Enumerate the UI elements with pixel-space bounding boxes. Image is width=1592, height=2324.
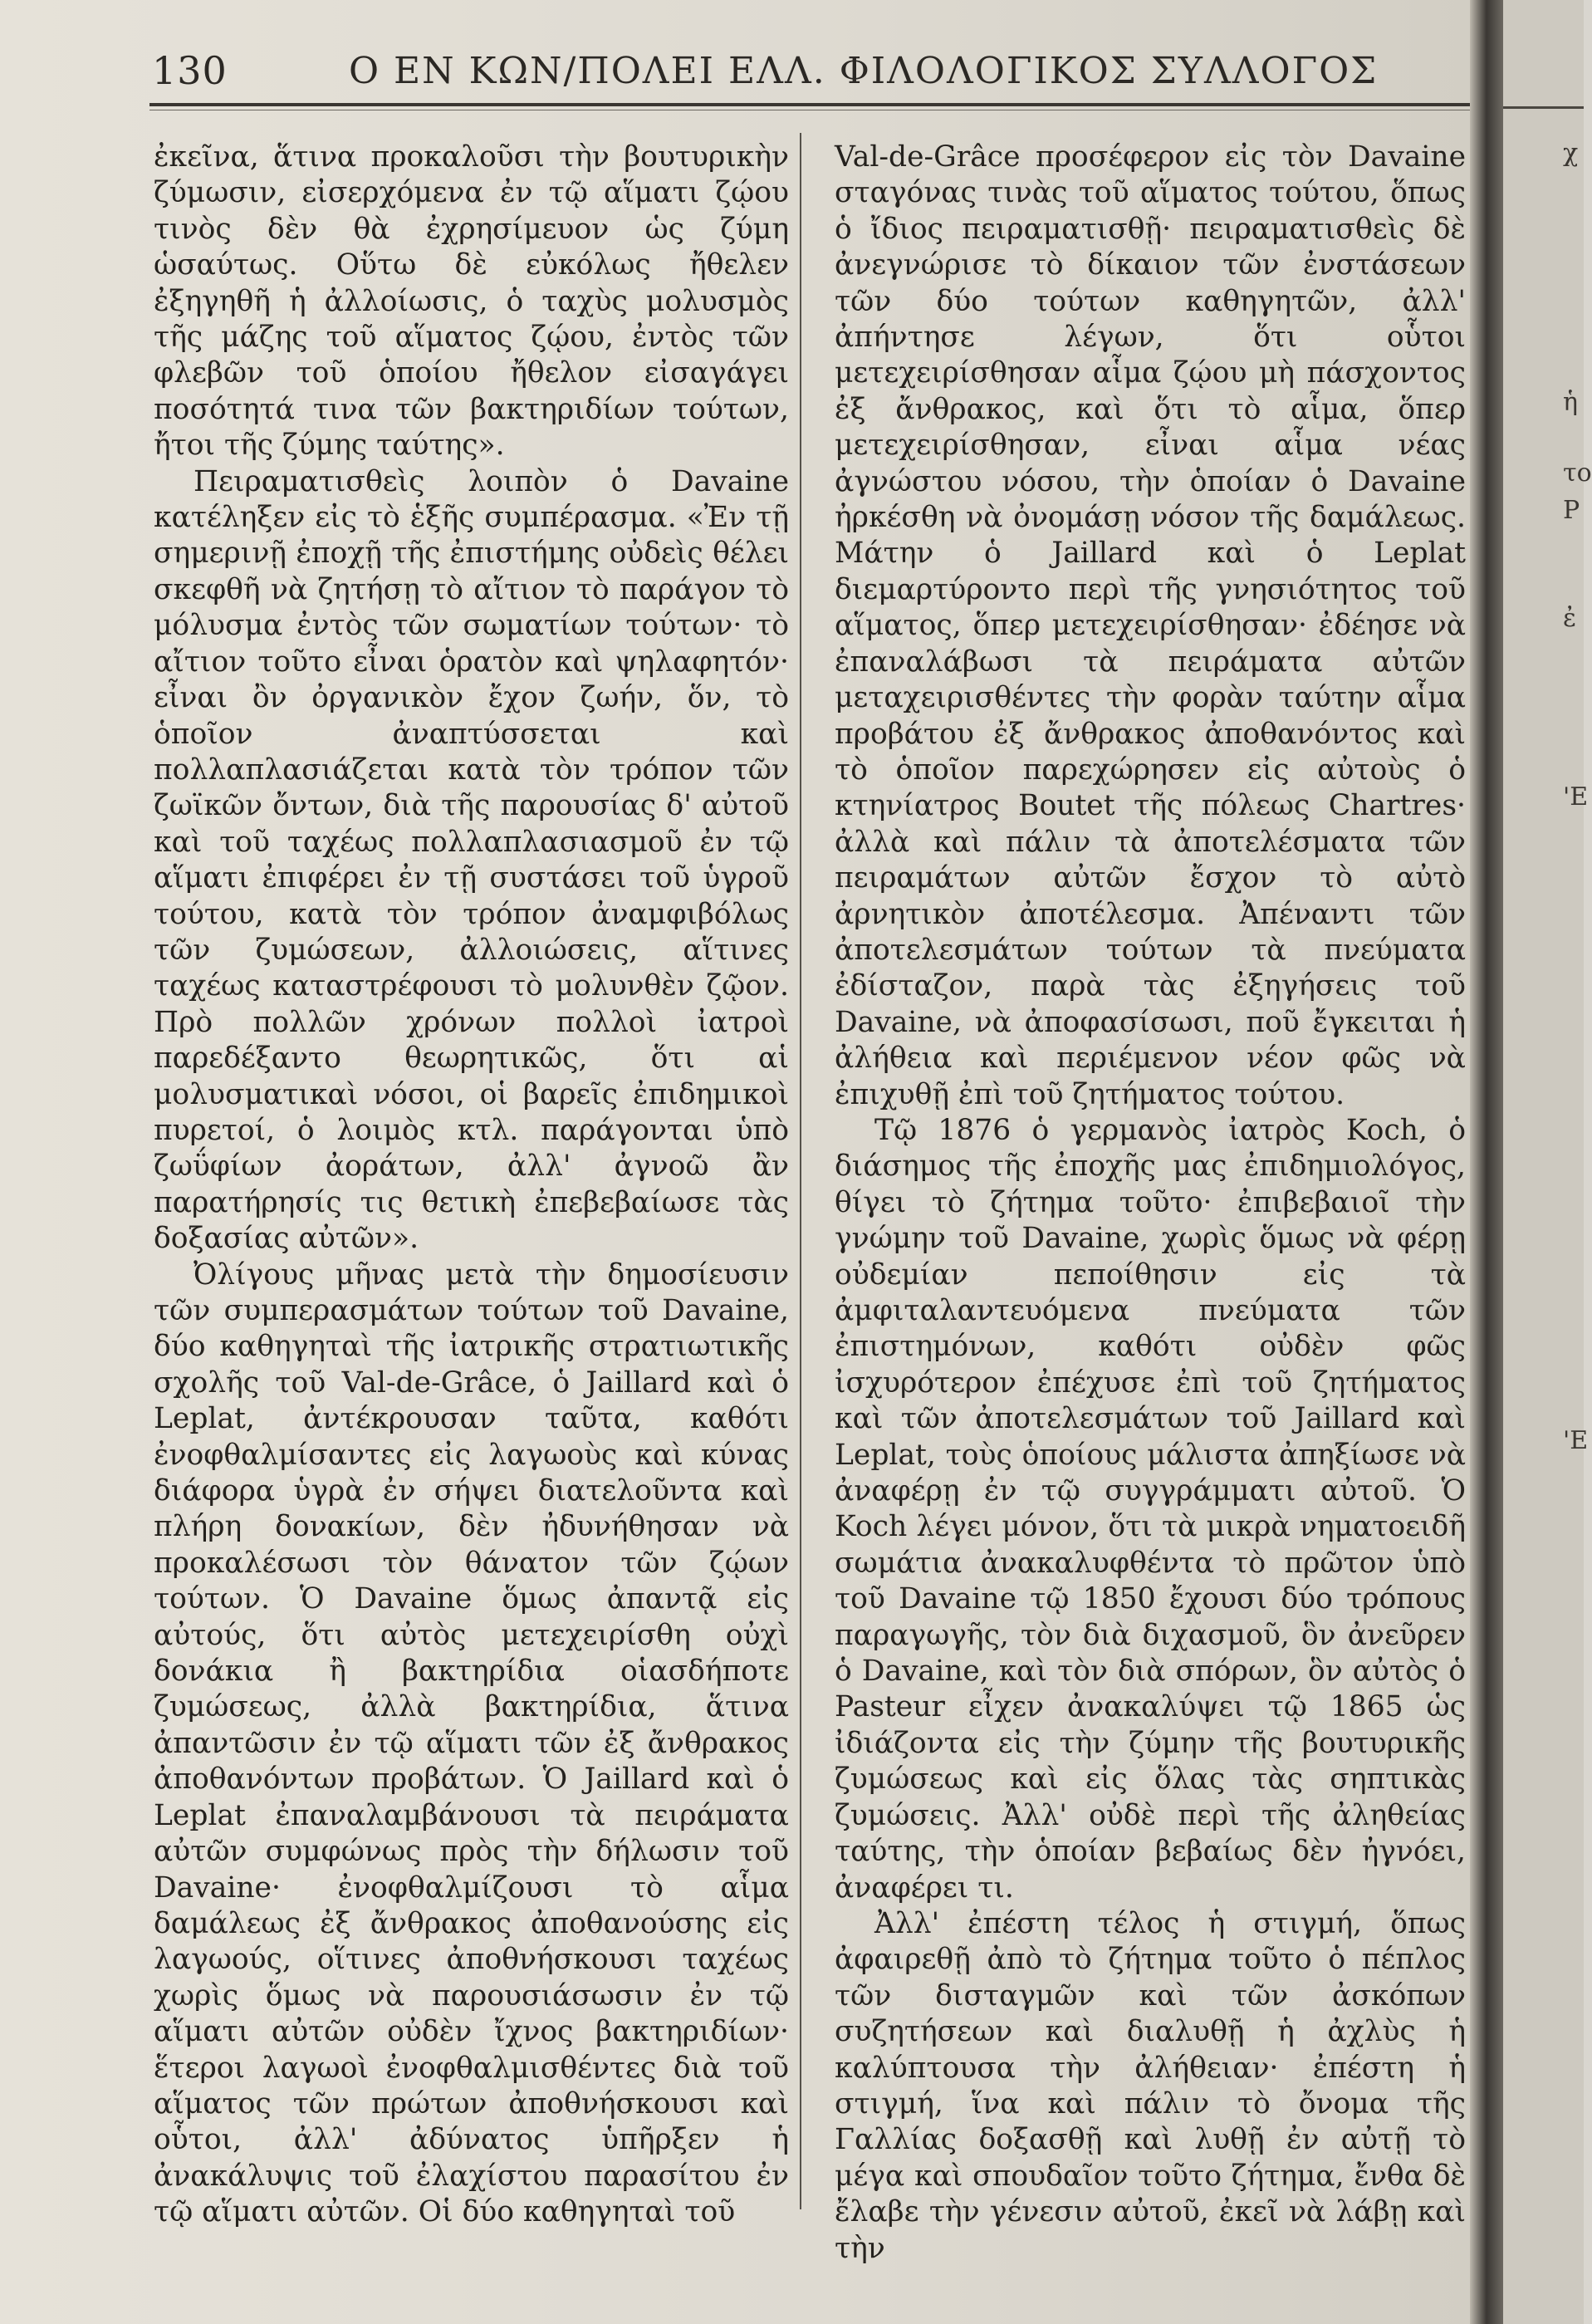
adjacent-fragment: 'Ε: [1563, 782, 1589, 811]
left-paragraph-1: ἐκεῖνα, ἅτινα προκαλοῦσι τὴν βουτυρικὴν ζύμωσιν, εἰσερχόμενα ἐν τῷ αἵματι ζῴου τινὸς δὲν θὰ ἐχρησίμευον ὡς ζύμη ὡσαύτως. Οὕτω δὲ εὐκόλως ἤθελεν ἐξηγηθῆ ἡ ἀλλοίωσις, ὁ ταχὺς μολυσμὸς τῆς μάζης τοῦ αἵματος ζῴου, ἐντὸς τῶν φλεβῶν τοῦ ὁποίου ἤθελον εἰσαγάγει ποσότητά τινα τῶν βακτηριδίων τούτων, ἤτοι τῆς ζύμης ταύτης».: [154, 140, 789, 463]
left-paragraph-2: Πειραματισθεὶς λοιπὸν ὁ Davaine κατέληξεν εἰς τὸ ἑξῆς συμπέρασμα. «Ἐν τῇ σημερινῇ ἐποχῇ τῆς ἐπιστήμης οὐδεὶς θέλει σκεφθῆ νὰ ζητήσῃ τὸ αἴτιον τὸ παράγον τὸ μόλυσμα ἐντὸς τῶν σωματίων τούτων· τὸ αἴτιον τοῦτο εἶναι ὁρατὸν καὶ ψηλαφητόν· εἶναι ὂν ὀργανικὸν ἔχον ζωήν, ὅν, τὸ ὁποῖον ἀναπτύσσεται καὶ πολλαπλασιάζεται κατὰ τὸν τρόπον τῶν ζωϊκῶν ὄντων, διὰ τῆς παρουσίας δ' αὐτοῦ καὶ τοῦ ταχέως πολλαπλασιασμοῦ ἐν τῷ αἵματι ἐπιφέρει ἐν τῇ συστάσει τοῦ ὑγροῦ τούτου, κατὰ τὸν τρόπον ἀναμφιβόλως τῶν ζυμώσεων, ἀλλοιώσεις, αἵτινες ταχέως καταστρέφουσι τὸ μολυνθὲν ζῷον. Πρὸ πολλῶν χρόνων πολλοὶ ἰατροὶ παρεδέξαντο θεωρητικῶς, ὅτι αἱ μολυσματικαὶ νόσοι, οἱ βαρεῖς ἐπιδημικοὶ πυρετοί, ὁ λοιμὸς κτλ. παράγονται ὑπὸ ζωΰφίων ἀοράτων, ἀλλ' ἀγνοῶ ἂν παρατήρησίς τις θετικὴ ἐπεβεβαίωσε τὰς δοξασίας αὐτῶν».: [154, 464, 789, 1256]
adjacent-fragment: 'Ε: [1563, 1426, 1589, 1455]
adjacent-fragment: ἡ: [1563, 388, 1578, 417]
adjacent-page-edge: [1503, 0, 1592, 2324]
adjacent-fragment: χ: [1563, 139, 1579, 168]
left-column: [154, 140, 789, 2299]
right-column: [835, 140, 1466, 2299]
right-paragraph-3: Ἀλλ' ἐπέστη τέλος ἡ στιγμή, ὅπως ἀφαιρεθῇ ἀπὸ τὸ ζήτημα τοῦτο ὁ πέπλος τῶν δισταγμῶν καὶ τῶν ἀσκόπων συζητήσεων καὶ διαλυθῇ ἡ ἀχλὺς ἡ καλύπτουσα τὴν ἀλήθειαν· ἐπέστη ἡ στιγμή, ἵνα καὶ πάλιν τὸ ὄνομα τῆς Γαλλίας δοξασθῇ καὶ λυθῇ ἐν αὐτῇ τὸ μέγα καὶ σπουδαῖον τοῦτο ζήτημα, ἔνθα δὲ ἔλαβε τὴν γένεσιν αὐτοῦ, ἐκεῖ νὰ λάβῃ καὶ τὴν: [835, 1906, 1466, 2265]
adjacent-fragment: ἐ: [1563, 604, 1577, 633]
adjacent-fragment: P: [1563, 496, 1580, 525]
right-paragraph-2: Τῷ 1876 ὁ γερμανὸς ἰατρὸς Koch, ὁ διάσημος τῆς ἐποχῆς μας ἐπιδημιολόγος, θίγει τὸ ζήτημα τοῦτο· ἐπιβεβαιοῖ τὴν γνώμην τοῦ Davaine, χωρὶς ὅμως νὰ φέρῃ οὐδεμίαν πεποίθησιν εἰς τὰ ἀμφιταλαντευόμενα πνεύματα τῶν ἐπιστημόνων, καθότι οὐδὲν φῶς ἰσχυρότερον ἐπέχυσε ἐπὶ τοῦ ζητήματος καὶ τῶν ἀποτελεσμάτων τοῦ Jaillard καὶ Leplat, τοὺς ὁποίους μάλιστα ἀπηξίωσε νὰ ἀναφέρῃ ἐν τῷ συγγράμματι αὐτοῦ. Ὁ Koch λέγει μόνον, ὅτι τὰ μικρὰ νηματοειδῆ σωμάτια ἀνακαλυφθέντα τὸ πρῶτον ὑπὸ τοῦ Davaine τῷ 1850 ἔχουσι δύο τρόπους παραγωγῆς, τὸν διὰ διχασμοῦ, ὃν ἀνεῦρεν ὁ Davaine, καὶ τὸν διὰ σπόρων, ὃν αὐτὸς ὁ Pasteur εἶχεν ἀνακαλύψει τῷ 1865 ὡς ἰδιάζοντα εἰς τὴν ζύμην τῆς βουτυρικῆς ζυμώσεως καὶ εἰς ὅλας τὰς σηπτικὰς ζυμώσεις. Ἀλλ' οὐδὲ περὶ τῆς ἀληθείας ταύτης, τὴν ὁποίαν βεβαίως δὲν ἠγνόει, ἀναφέρει τι.: [835, 1113, 1466, 1905]
book-gutter: [1470, 0, 1503, 2324]
adjacent-fragment: το: [1563, 458, 1592, 488]
header-rule: [149, 103, 1470, 106]
left-paragraph-3: Ὀλίγους μῆνας μετὰ τὴν δημοσίευσιν τῶν συμπερασμάτων τούτων τοῦ Davaine, δύο καθηγηταὶ τῆς ἰατρικῆς στρατιωτικῆς σχολῆς τοῦ Val-de-Grâce, ὁ Jaillard καὶ ὁ Leplat, ἀντέκρουσαν ταῦτα, καθότι ἐνοφθαλμίσαντες εἰς λαγωοὺς καὶ κύνας διάφορα ὑγρὰ ἐν σήψει διατελοῦντα καὶ πλήρη δονακίων, δὲν ἠδυνήθησαν νὰ προκαλέσωσι τὸν θάνατον τῶν ζῴων τούτων. Ὁ Davaine ὅμως ἀπαντᾷ εἰς αὐτούς, ὅτι αὐτὸς μετεχειρίσθη οὐχὶ δονάκια ἢ βακτηρίδια οἱασδήποτε ζυμώσεως, ἀλλὰ βακτηρίδια, ἅτινα ἀπαντῶσιν ἐν τῷ αἵματι τῶν ἐξ ἄνθρακος ἀποθανόντων προβάτων. Ὁ Jaillard καὶ ὁ Leplat ἐπαναλαμβάνουσι τὰ πειράματα αὐτῶν συμφώνως πρὸς τὴν δήλωσιν τοῦ Davaine· ἐνοφθαλμίζουσι τὸ αἷμα δαμάλεως ἐξ ἄνθρακος ἀποθανούσης εἰς λαγωούς, οἵτινες ἀποθνήσκουσι ταχέως χωρὶς ὅμως νὰ παρουσιάσωσιν ἐν τῷ αἵματι αὐτῶν οὐδὲν ἴχνος βακτηριδίων· ἕτεροι λαγωοὶ ἐνοφθαλμισθέντες διὰ τοῦ αἵματος τῶν πρώτων ἀποθνήσκουσι καὶ οὗτοι, ἀλλ' ἀδύνατος ὑπῆρξεν ἡ ἀνακάλυψις τοῦ ἐλαχίστου παρασίτου ἐν τῷ αἵματι αὐτῶν. Οἱ δύο καθηγηταὶ τοῦ: [154, 1258, 789, 2229]
column-divider: [800, 133, 801, 2209]
running-title: Ο ΕΝ ΚΩΝ/ΠΟΛΕΙ ΕΛΛ. ΦΙΛΟΛΟΓΙΚΟΣ ΣΥΛΛΟΓΟΣ: [349, 50, 1379, 92]
adjacent-header-rule: [1503, 106, 1584, 109]
right-paragraph-1: Val-de-Grâce προσέφερον εἰς τὸν Davaine σταγόνας τινὰς τοῦ αἵματος τούτου, ὅπως ὁ ἴδιος πειραματισθῇ· πειραματισθεὶς δὲ ἀνεγνώρισε τὸ δίκαιον τῶν ἐνστάσεων τῶν δύο τούτων καθηγητῶν, ἀλλ' ἀπήντησε λέγων, ὅτι οὗτοι μετεχειρίσθησαν αἷμα ζῴου μὴ πάσχοντος ἐξ ἄνθρακος, καὶ ὅτι τὸ αἷμα, ὅπερ μετεχειρίσθησαν, εἶναι αἷμα νέας ἀγνώστου νόσου, τὴν ὁποίαν ὁ Davaine ἠρκέσθη νὰ ὀνομάσῃ νόσον τῆς δαμάλεως. Μάτην ὁ Jaillard καὶ ὁ Leplat διεμαρτύροντο περὶ τῆς γνησιότητος τοῦ αἵματος, ὅπερ μετεχειρίσθησαν· ἐδέησε νὰ ἐπαναλάβωσι τὰ πειράματα αὐτῶν μεταχειρισθέντες τὴν φορὰν ταύτην αἷμα προβάτου ἐξ ἄνθρακος ἀποθανόντος καὶ τὸ ὁποῖον παρεχώρησεν εἰς αὐτοὺς ὁ κτηνίατρος Boutet τῆς πόλεως Chartres· ἀλλὰ καὶ πάλιν τὰ ἀποτελέσματα τῶν πειραμάτων αὐτῶν ἔσχον τὸ αὐτὸ ἀρνητικὸν ἀποτέλεσμα. Ἀπέναντι τῶν ἀποτελεσμάτων τούτων τὰ πνεύματα ἐδίσταζον, παρὰ τὰς ἐξηγήσεις τοῦ Davaine, νὰ ἀποφασίσωσι, ποῦ ἔγκειται ἡ ἀλήθεια καὶ περιέμενον νέον φῶς νὰ ἐπιχυθῇ ἐπὶ τοῦ ζητήματος τούτου.: [835, 140, 1466, 1111]
page-number: 130: [152, 48, 228, 93]
